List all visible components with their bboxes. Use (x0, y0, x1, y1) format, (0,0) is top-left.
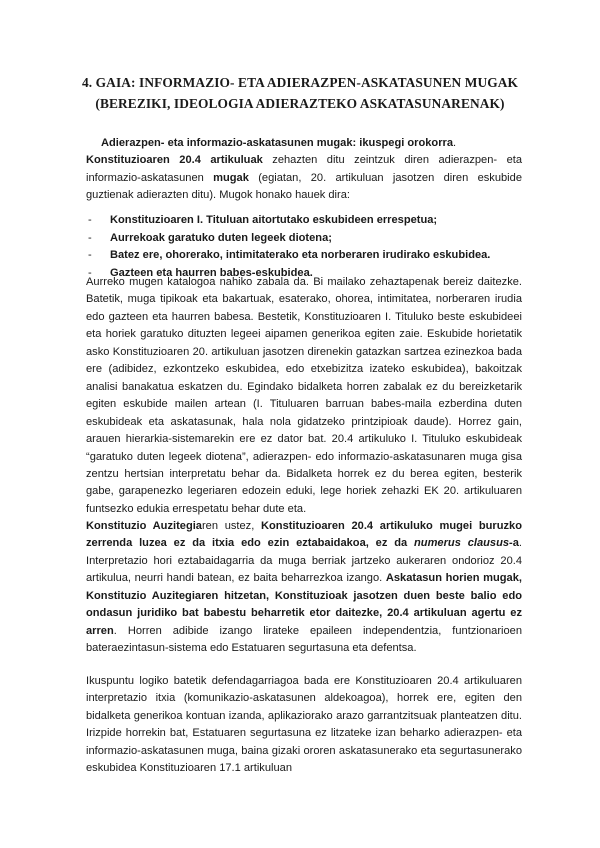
intro-text: zehazten ditu zeintzuk diren adierazpen- eta informazio-askatasunen (86, 154, 522, 184)
bullet-dash: - (88, 231, 92, 244)
list-item (86, 230, 522, 248)
latin-term: numerus clausus (414, 537, 510, 550)
court-text: ren ustez, (201, 520, 261, 532)
court-name: Konstituzio Auzitegia (86, 520, 202, 532)
title-line-1: 4. GAIA: INFORMAZIO- ETA ADIERAZPEN-ASKATASUNEN MUGAK (81, 75, 519, 90)
closing-paragraph: Ikuspuntu logiko batetik defendagarriagoa bada ere Konstituzioaren 20.4 artikuluaren interpretazio itxia (komunikazio-askatasunen aldekoagoa), horrek ere, egiten den bidalketa generikoa kontuan izanda, aplikaziorako arazo garrantzitsuak planteatzen ditu. Irizpide horrekin bat, Estatuaren segurtasuna ez litzateke izan beharko adierazpen- eta informazio-askatasunen muga, baina gizaki ororen askatasunerako eta segurtasunerako eskubidea Konstituzioaren 17.1 artikuluan (86, 675, 522, 775)
latin-suffix: -a (509, 537, 519, 550)
list-item (86, 247, 522, 265)
court-text-2: . Interpretazio hori eztabaidagarria da muga berriak jartzeko aukeraren ondorioz 20.4 artikulua, neurri handi batean, ez baita beharrezkoa izango. (86, 537, 522, 585)
list-item-text: Aurrekoak garatuko duten legeek diotena; (110, 231, 332, 244)
intro-paragraph (86, 135, 522, 205)
page-title (60, 72, 540, 114)
court-text-3: . Horren adibide izango lirateke epaileen independentzia, funtzionarioen bateraezintasun-sistema edo Estatuaren segurtasuna eta defentsa. (86, 624, 522, 655)
article-reference: Konstituzioaren 20.4 artikuluak (86, 154, 263, 167)
section-heading: Adierazpen- eta informazio-askatasunen mugak: ikuspegi orokorra (101, 137, 454, 149)
heading-period: . (453, 137, 457, 149)
court-bold-claim-2: Askatasun horien mugak, Konstituzio Auzitegiaren hitzetan, Konstituzioak jasotzen duen beste balio edo ondasun juridiko bat babestu beharretik etor daitezke, 20.4 artikuluan agertu ez arren (86, 572, 522, 637)
bullet-dash: - (88, 249, 92, 261)
intro-text-end: (egiatan, 20. artikuluan jasotzen diren eskubide guztienak adierazten ditu). Mugok honako hauek dira: (86, 171, 522, 202)
list-item-text: Konstituzioaren I. Tituluan aitortutako eskubideen errespetua; (110, 214, 438, 226)
title-line-2: (BEREZIKI, IDEOLOGIA ADIERAZTEKO ASKATASUNARENAK) (95, 96, 505, 111)
list-item (86, 212, 522, 230)
court-paragraph (86, 518, 522, 658)
bullet-dash: - (88, 266, 92, 279)
list-item-text: Gazteen eta haurren babes-eskubidea. (110, 266, 313, 279)
court-bold-claim: Konstituzioaren 20.4 artikuluko mugei buruzko zerrenda luzea ez da itxia edo ezin eztabaidakoa, ez da (86, 520, 522, 550)
bullet-dash: - (88, 214, 92, 226)
limits-term: mugak (213, 171, 249, 184)
list-item-text: Batez ere, ohorerako, intimitaterako eta norberaren irudirako eskubidea. (110, 249, 491, 261)
catalog-paragraph: Aurreko mugen katalogoa nahiko zabala da. Bi mailako zehaztapenak bereiz daitezke. Batetik, muga tipikoak eta bakartuak, esaterako, ohorea, intimitatea, norberaren irudia edo gazteen eta haurren babesa. Bestetik, Konstituzioaren I. Tituluko beste eskubideei eta horiek garatuko dituzten legeei aipamen generikoa egiten zaie. Eskubide horietatik asko Konstituzioaren 20. artikuluan jasotzen direnekin gatazkan sartzea ezinezkoa bada ere (adibidez, ezkontzeko eskubidea, edo etxebizitza izateko eskubidea), bakoitzak analisi banakatua eskatzen du. Egindako bidalketa horren zabalak ez du bereizketarik egiten eskubide mailen artean (I. Tituluaren barruan babes-maila ezberdina duten eskubideak eta askatasunak, hala nola gidatzeko printzipioak daude). Horrez gain, arauen hierarkia-sistemarekin ere ez dator bat. 20.4 artikuluko I. Tituluko eskubideak “garatuko duten legeek diotena”, adierazpen- edo informazio-askatasunaren muga gisa zentzu hertsian interpretatu behar da. Bidalketa horrek ez du berea egiten, besterik gabe, garapenezko legeriaren edozein eduki, lege horiek zehazki EK 20. artikuluaren funtsezko edukia errespetatu behar dute eta. (86, 276, 522, 515)
limits-list (86, 212, 522, 282)
